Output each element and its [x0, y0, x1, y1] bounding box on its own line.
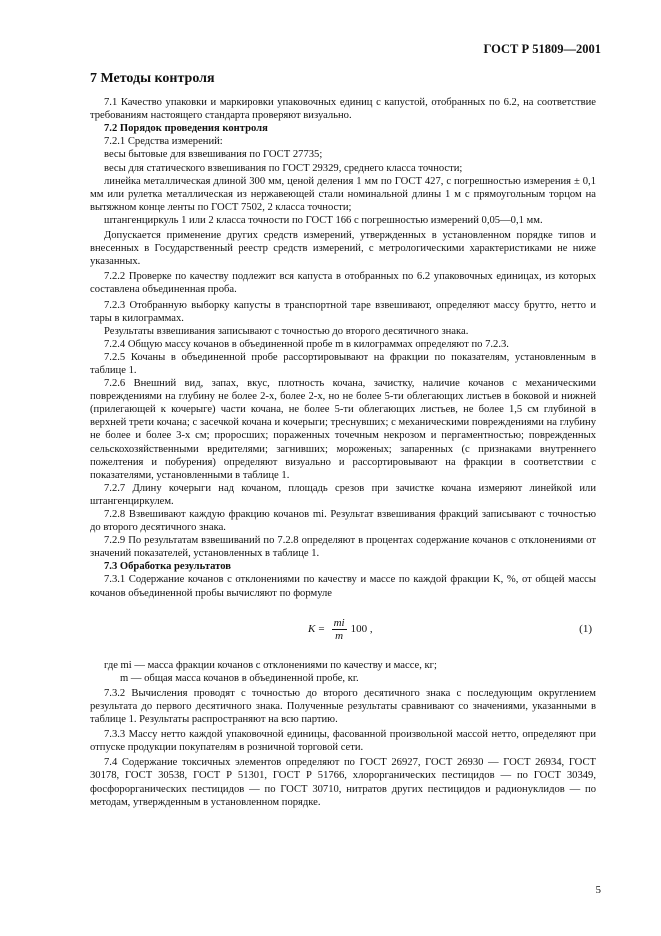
paragraph: 7.3.2 Вычисления проводят с точностью до второго десятичного знака с последующим округлением результата до первого десятичного знака. Полученные результаты сравнивают со значениями, указанными в таблице 1. Результаты распространяют на всю партию.: [90, 687, 596, 726]
subsection-heading: 7.2 Порядок проведения контроля: [104, 123, 268, 135]
paragraph: 7.1 Качество упаковки и маркировки упаковочных единиц с капустой, отобранных по 6.2, на соответствие требованиям настоящего стандарта проверяют визуально.: [90, 97, 596, 122]
paragraph: 7.2.4 Общую массу кочанов в объединенной пробе m в килограммах определяют по 7.2.3.: [104, 338, 509, 350]
paragraph: штангенциркуль 1 или 2 класса точности по ГОСТ 166 с погрешностью измерений 0,05—0,1 мм.: [104, 214, 543, 226]
paragraph: Результаты взвешивания записывают с точностью до второго десятичного знака.: [104, 325, 469, 337]
subsection-heading: 7.3 Обработка результатов: [104, 561, 231, 573]
formula-where-line: m — общая масса кочанов в объединенной пробе, кг.: [120, 672, 359, 684]
paragraph: 7.2.8 Взвешивают каждую фракцию кочанов mi. Результат взвешивания фракций записывают с точностью до второго десятичного знака.: [90, 509, 596, 534]
paragraph: 7.2.7 Длину кочерыги над кочаном, площадь срезов при зачистке кочана измеряют линейкой или штангенциркулем.: [90, 482, 596, 507]
formula-number: (1): [579, 622, 592, 635]
formula-numerator: mi: [333, 616, 345, 629]
paragraph: 7.3.3 Массу нетто каждой упаковочной единицы, фасованной произвольной массой нетто, определяют при отпуске продукции покупателям в розничной торговой сети.: [90, 729, 596, 754]
formula-where-line: где mi — масса фракции кочанов с отклонениями по качеству и массе, кг;: [104, 659, 437, 671]
paragraph: 7.2.9 По результатам взвешиваний по 7.2.8 определяют в процентах содержание кочанов с отклонениями от значений показателей, установленных в таблице 1.: [90, 535, 596, 560]
formula-rhs: 100 ,: [350, 622, 373, 635]
paragraph: 7.2.6 Внешний вид, запах, вкус, плотность кочана, зачистку, наличие кочанов с механическими повреждениями на глубину не более 2-х, более 2-х, но не более 5-ти облегающих листьев в боковой и нижней (прилегающей к кочерыге) части кочана, не более 5-ти облегающих листьев, не более 1,5 см глубиной в верхней трети кочана; с засечкой кочана и кочерыги; треснувших; с механическими повреждениями на глубину не более и более 3-х см; проросших; пораженных точечным некрозом и пергаментностью; поврежденных сельскохозяйственными вредителями; загнивших; мороженых; запаренных (с признаками внутреннего пожелтения и побурения) определяют визуально и рассортировывают на фракции в соответствии с показателями, установленными в таблице 1.: [90, 378, 596, 481]
formula: [308, 617, 373, 642]
paragraph: 7.2.5 Кочаны в объединенной пробе рассортировывают на фракции по показателям, установленным в таблице 1.: [90, 351, 596, 376]
formula-denominator: m: [335, 629, 344, 642]
paragraph: весы бытовые для взвешивания по ГОСТ 27735;: [104, 149, 323, 161]
document-code: ГОСТ Р 51809—2001: [483, 42, 601, 56]
paragraph: 7.2.3 Отобранную выборку капусты в транспортной таре взвешивают, определяют массу брутто, нетто и тары в килограммах.: [90, 299, 596, 324]
paragraph: 7.3.1 Содержание кочанов с отклонениями по качеству и массе по каждой фракции K, %, от общей массы кочанов объединенной пробы вычисляют по формуле: [90, 574, 596, 599]
formula-fraction: [332, 617, 347, 642]
paragraph: 7.2.2 Проверке по качеству подлежит вся капуста в отобранных по 6.2 упаковочных единицах, из которых составлена объединенная проба.: [90, 271, 596, 296]
page-content: [90, 72, 596, 809]
paragraph: Допускается применение других средств измерений, утвержденных в установленном порядке типов и внесенных в Государственный реестр средств измерений, с метрологическими характеристиками не ниже указанных.: [90, 230, 596, 268]
paragraph: весы для статического взвешивания по ГОСТ 29329, среднего класса точности;: [104, 162, 463, 174]
formula-block: [90, 609, 596, 653]
paragraph: 7.2.1 Средства измерений:: [104, 136, 223, 148]
formula-equals: =: [318, 622, 325, 635]
formula-lhs: K: [308, 622, 316, 635]
paragraph: 7.4 Содержание токсичных элементов определяют по ГОСТ 26927, ГОСТ 26930 — ГОСТ 26934, ГОСТ 30178, ГОСТ 30538, ГОСТ Р 51301, ГОСТ Р 51766, хлорорганических пестицидов — по ГОСТ 30349, фосфорорганических пестицидов — по ГОСТ 30710, нитратов других пестицидов и радионуклидов — по методам, утвержденным в установленном порядке.: [90, 757, 596, 808]
section-title: 7 Методы контроля: [90, 71, 215, 86]
paragraph: линейка металлическая длиной 300 мм, ценой деления 1 мм по ГОСТ 427, с погрешностью измерения ± 0,1 мм или рулетка металлическая из нержавеющей стали номинальной длины 1 м с прямоугольным торцом на вытяжном конце ленты по ГОСТ 7502, 2 класса точности;: [90, 175, 596, 213]
page-number: 5: [595, 884, 601, 896]
